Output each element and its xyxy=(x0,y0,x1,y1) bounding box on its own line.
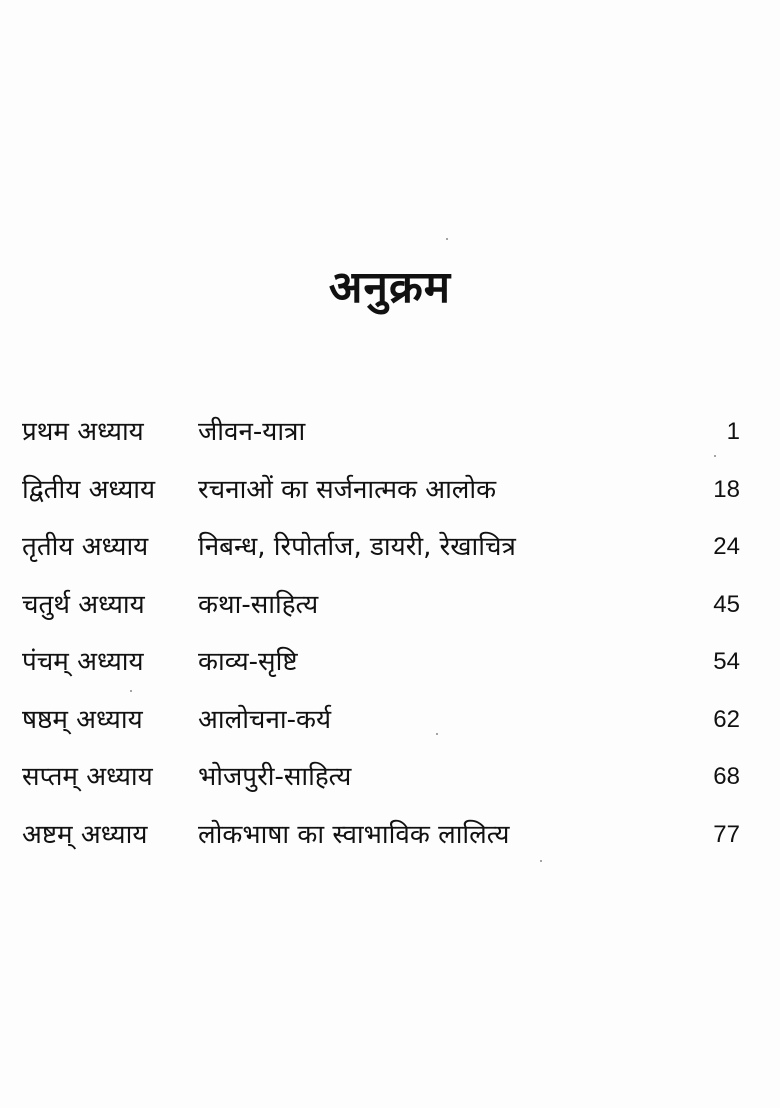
chapter-topic: जीवन-यात्रा xyxy=(198,417,306,447)
chapter-topic: काव्य-सृष्टि xyxy=(198,647,298,677)
chapter-label: तृतीय अध्याय xyxy=(22,532,149,562)
chapter-label: प्रथम अध्याय xyxy=(22,417,144,447)
toc-row xyxy=(22,583,752,641)
chapter-topic: कथा-साहित्य xyxy=(198,589,319,620)
page-number: 54 xyxy=(713,648,740,675)
chapter-label: पंचम् अध्याय xyxy=(22,647,144,677)
scan-speck xyxy=(446,238,448,240)
chapter-topic: आलोचना-कर्य xyxy=(198,704,332,735)
chapter-label: द्वितीय अध्याय xyxy=(22,474,156,505)
page-number: 68 xyxy=(713,763,740,790)
page-number: 24 xyxy=(713,533,740,560)
chapter-topic: निबन्ध, रिपोर्ताज, डायरी, रेखाचित्र xyxy=(198,532,516,562)
toc-row xyxy=(22,410,752,468)
chapter-topic: रचनाओं का सर्जनात्मक आलोक xyxy=(198,474,497,505)
page-number: 45 xyxy=(713,590,740,618)
toc-row xyxy=(22,813,752,871)
chapter-label: सप्तम् अध्याय xyxy=(22,762,153,792)
scan-speck xyxy=(540,860,542,862)
chapter-label: अष्टम् अध्याय xyxy=(22,819,148,850)
chapter-topic: भोजपुरी-साहित्य xyxy=(198,762,352,792)
toc-row xyxy=(22,755,752,813)
page-title: अनुक्रम xyxy=(328,262,452,313)
chapter-label: चतुर्थ अध्याय xyxy=(22,589,145,620)
toc-row xyxy=(22,698,752,756)
scan-speck xyxy=(436,733,438,735)
toc-row xyxy=(22,525,752,583)
table-of-contents xyxy=(22,410,752,870)
page-number: 77 xyxy=(713,820,740,848)
chapter-topic: लोकभाषा का स्वाभाविक लालित्य xyxy=(198,819,510,850)
page-number: 18 xyxy=(713,475,740,503)
scan-speck xyxy=(714,455,716,457)
scan-speck xyxy=(130,690,132,692)
toc-row xyxy=(22,640,752,698)
chapter-label: षष्ठम् अध्याय xyxy=(22,704,143,735)
page-number: 1 xyxy=(726,418,740,445)
toc-row xyxy=(22,468,752,526)
page-number: 62 xyxy=(713,705,740,733)
